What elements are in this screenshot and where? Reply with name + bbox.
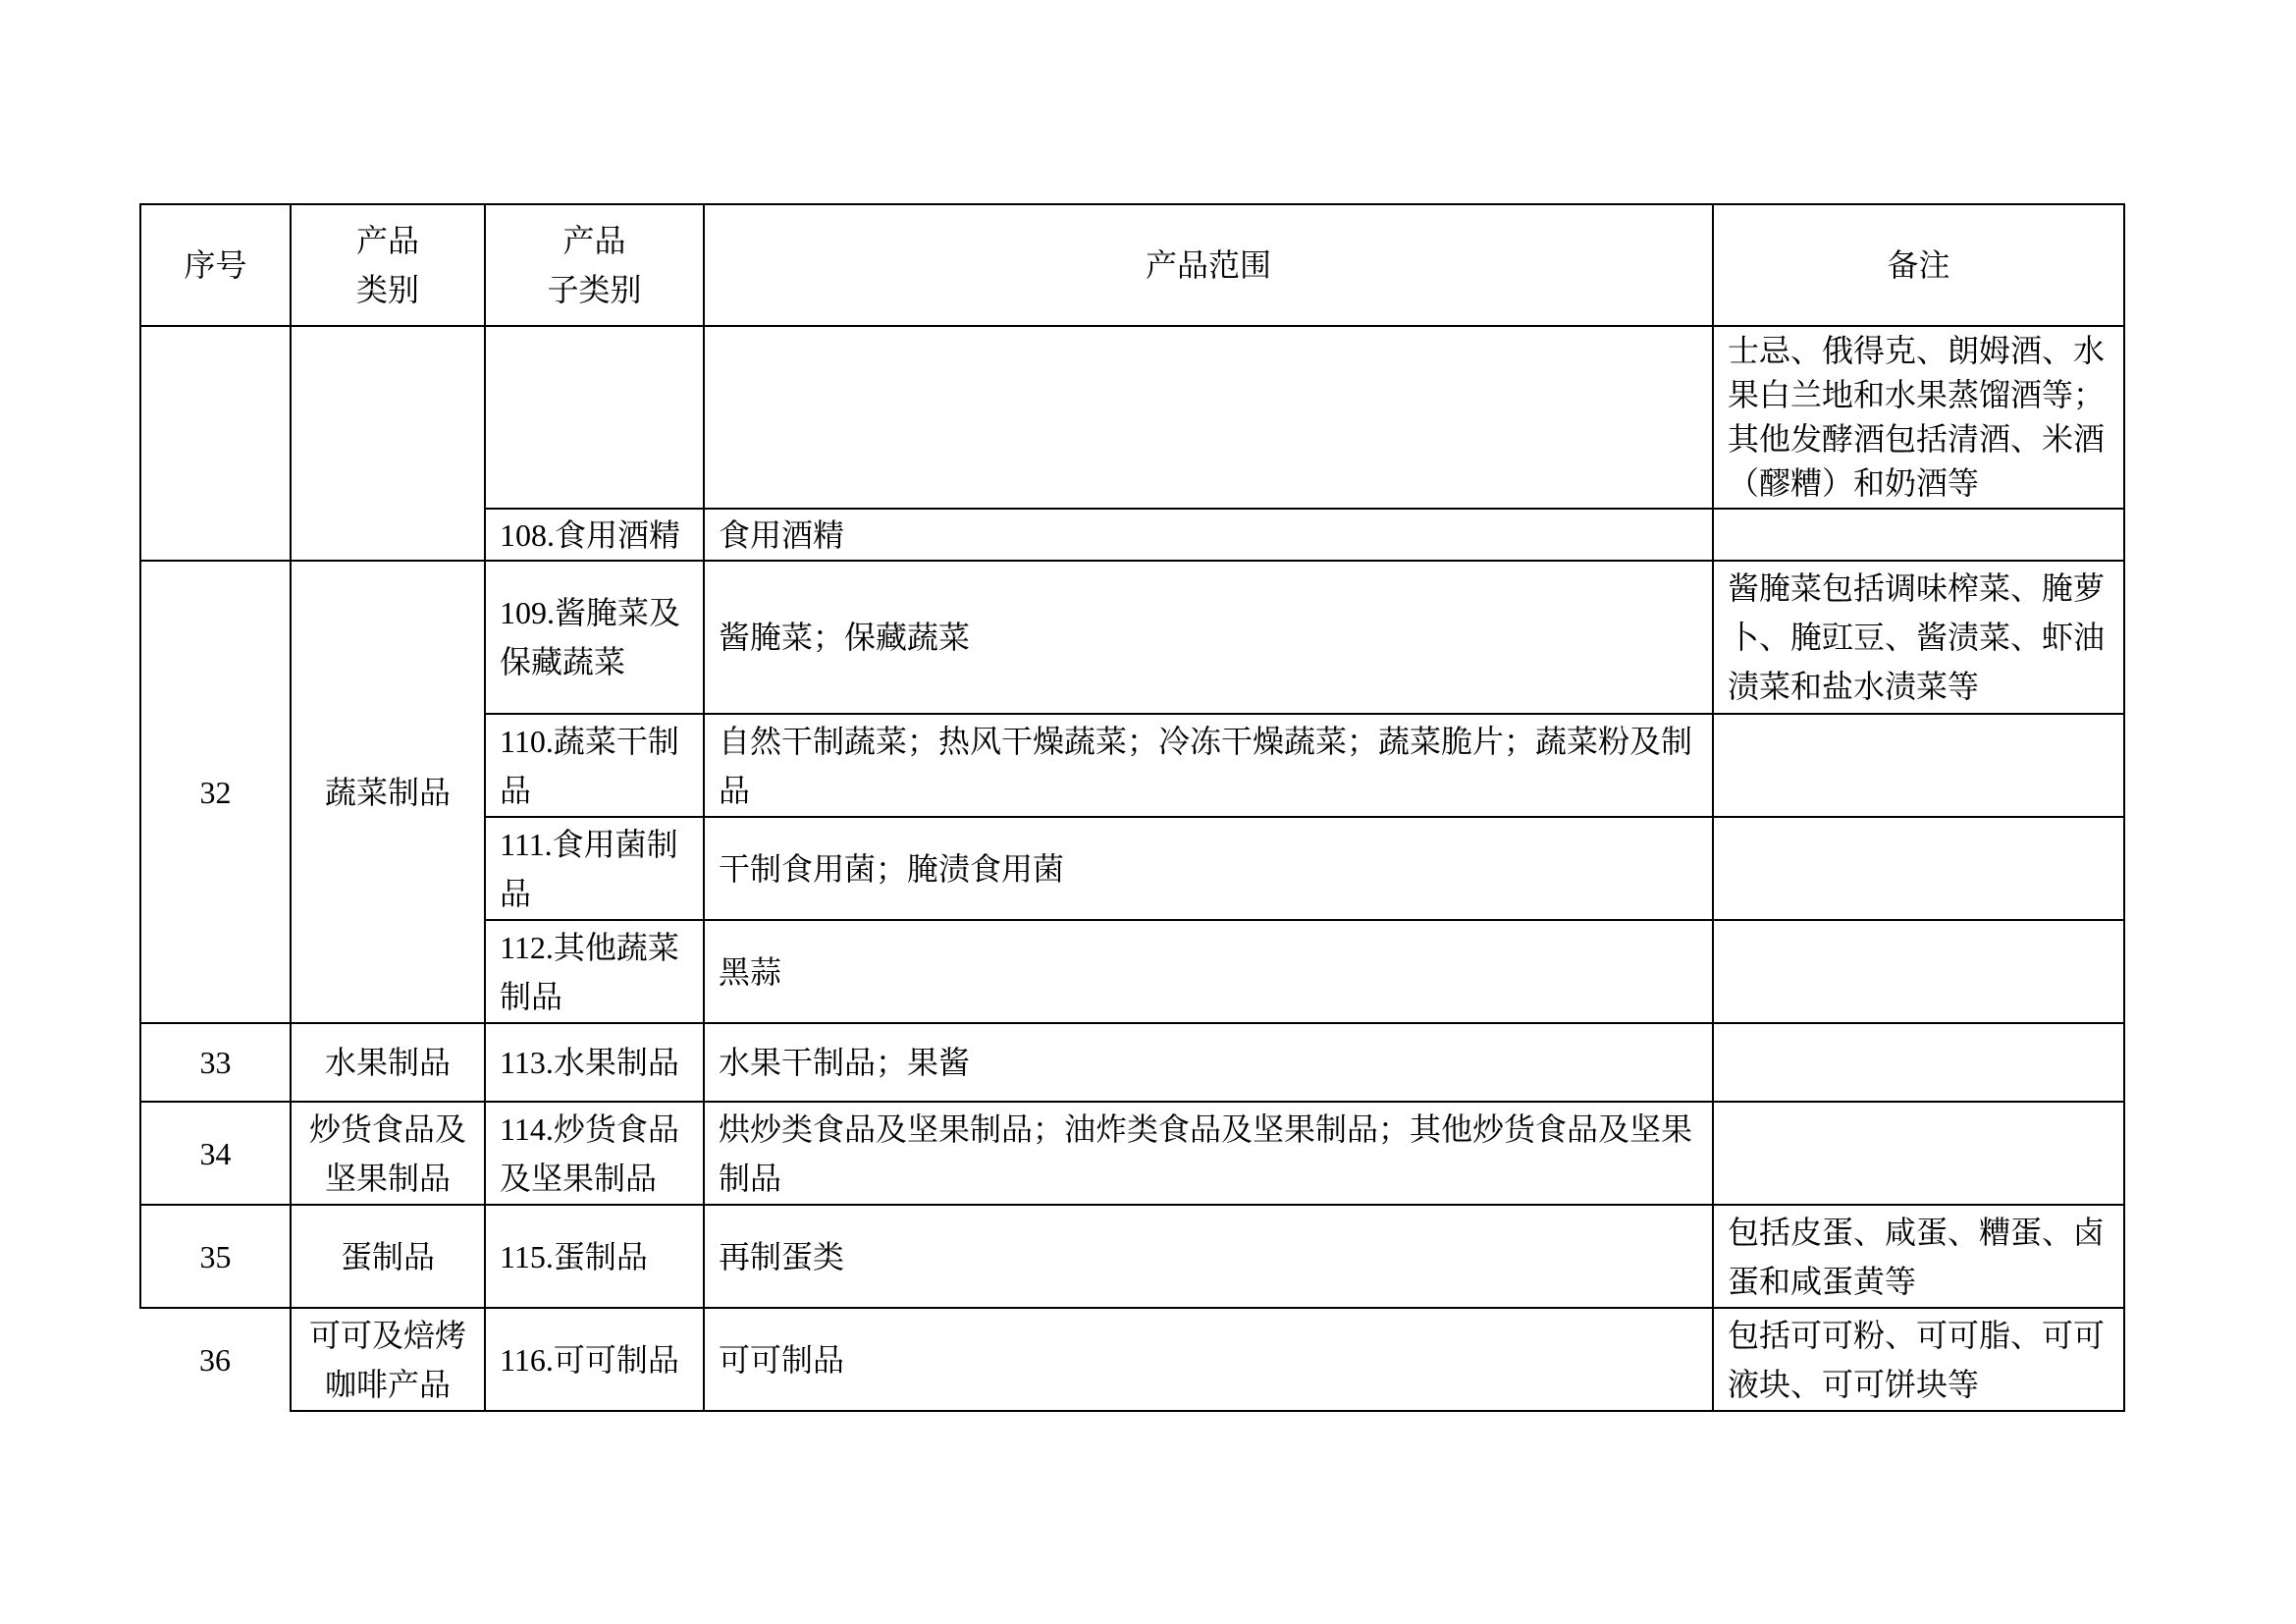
note-cell: 士忌、俄得克、朗姆酒、水 果白兰地和水果蒸馏酒等； 其他发酵酒包括清酒、米酒 （醪糟）和奶酒等: [1713, 326, 2124, 509]
scope-cell: 可可制品: [704, 1308, 1713, 1411]
table-row: [140, 326, 2124, 509]
subcategory-cell: 115.蛋制品: [485, 1205, 704, 1308]
seq-cell: 32: [140, 561, 291, 1023]
header-seq: 序号: [140, 204, 291, 326]
subcategory-cell: 111.食用菌制 品: [485, 817, 704, 920]
scope-cell: 酱腌菜；保藏蔬菜: [704, 561, 1713, 714]
header-category: 产品 类别: [291, 204, 485, 326]
table-header-row: [140, 204, 2124, 326]
seq-cell: 33: [140, 1023, 291, 1102]
note-cell: [1713, 714, 2124, 817]
scope-cell: 食用酒精: [704, 509, 1713, 561]
note-cell: [1713, 920, 2124, 1023]
category-cell: 可可及焙烤 咖啡产品: [291, 1308, 485, 1411]
header-note: 备注: [1713, 204, 2124, 326]
subcategory-cell: 109.酱腌菜及 保藏蔬菜: [485, 561, 704, 714]
scope-cell: 干制食用菌；腌渍食用菌: [704, 817, 1713, 920]
seq-cell: 34: [140, 1102, 291, 1205]
seq-cell: 35: [140, 1205, 291, 1308]
subcategory-cell: 116.可可制品: [485, 1308, 704, 1411]
scope-cell: 黑蒜: [704, 920, 1713, 1023]
note-cell: 包括可可粉、可可脂、可可 液块、可可饼块等: [1713, 1308, 2124, 1411]
subcategory-cell: [485, 326, 704, 509]
category-cell: 炒货食品及 坚果制品: [291, 1102, 485, 1205]
header-scope: 产品范围: [704, 204, 1713, 326]
table-row: [140, 1308, 2124, 1411]
scope-cell: 水果干制品；果酱: [704, 1023, 1713, 1102]
note-cell: 包括皮蛋、咸蛋、糟蛋、卤 蛋和咸蛋黄等: [1713, 1205, 2124, 1308]
header-subcategory: 产品 子类别: [485, 204, 704, 326]
note-cell: [1713, 509, 2124, 561]
table-row: [140, 561, 2124, 714]
seq-cell: 36: [140, 1308, 291, 1411]
subcategory-cell: 112.其他蔬菜 制品: [485, 920, 704, 1023]
product-category-table: [139, 203, 2125, 1412]
table-row: [140, 1023, 2124, 1102]
subcategory-cell: 110.蔬菜干制 品: [485, 714, 704, 817]
category-cell: 蔬菜制品: [291, 561, 485, 1023]
seq-cell: [140, 326, 291, 561]
scope-cell: 烘炒类食品及坚果制品；油炸类食品及坚果制品；其他炒货食品及坚果 制品: [704, 1102, 1713, 1205]
scope-cell: 自然干制蔬菜；热风干燥蔬菜；冷冻干燥蔬菜；蔬菜脆片；蔬菜粉及制 品: [704, 714, 1713, 817]
note-cell: 酱腌菜包括调味榨菜、腌萝 卜、腌豇豆、酱渍菜、虾油 渍菜和盐水渍菜等: [1713, 561, 2124, 714]
subcategory-cell: 114.炒货食品 及坚果制品: [485, 1102, 704, 1205]
category-cell: 蛋制品: [291, 1205, 485, 1308]
table-row: [140, 1205, 2124, 1308]
table-row: [140, 1102, 2124, 1205]
subcategory-cell: 113.水果制品: [485, 1023, 704, 1102]
scope-cell: [704, 326, 1713, 509]
subcategory-cell: 108.食用酒精: [485, 509, 704, 561]
note-cell: [1713, 817, 2124, 920]
category-cell: [291, 326, 485, 561]
note-cell: [1713, 1023, 2124, 1102]
category-cell: 水果制品: [291, 1023, 485, 1102]
scope-cell: 再制蛋类: [704, 1205, 1713, 1308]
note-cell: [1713, 1102, 2124, 1205]
